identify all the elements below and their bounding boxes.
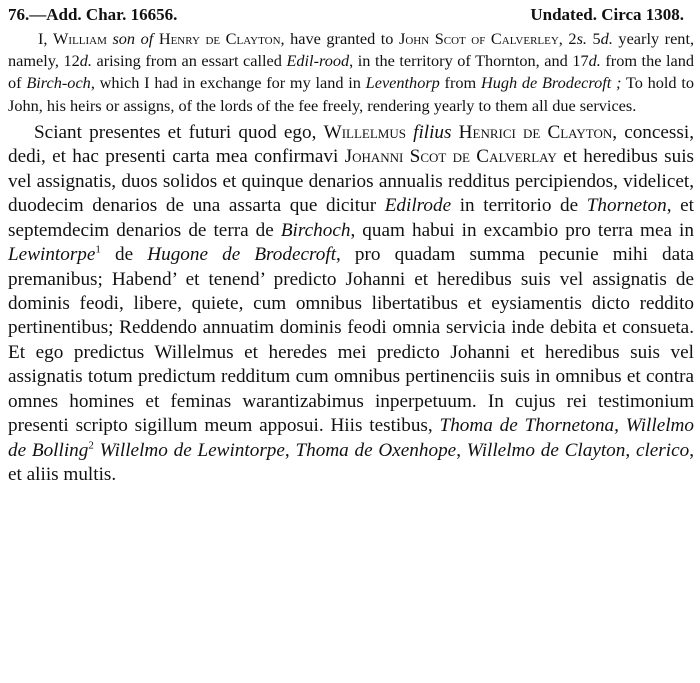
latin-italic: filius	[405, 121, 459, 143]
charter-heading	[8, 4, 694, 26]
summary-italic: son of	[106, 29, 159, 48]
latin-name: Henrici de Clayton	[458, 121, 613, 143]
summary-name: John Scot of Calverley	[398, 29, 559, 48]
footnote-marker: 1	[95, 243, 101, 256]
summary-text: , in the territory of Thornton, and 17	[349, 51, 589, 71]
witness-name: Thoma de Thornetona	[439, 415, 615, 437]
latin-text: ,	[625, 439, 636, 461]
witness-name: Willelmo de Lewintorpe	[99, 439, 285, 461]
witness-name: Willelmo de Bolling	[8, 415, 694, 461]
latin-italic: clerico	[635, 439, 690, 461]
summary-name: Henry de Clayton	[158, 29, 281, 48]
latin-text: Sciant presentes et futuri quod ego,	[34, 121, 324, 143]
summary-text: , 2	[558, 29, 577, 48]
summary-place: Birch-och	[26, 73, 91, 93]
summary-person: Hugh de Brodecroft ;	[480, 73, 622, 93]
latin-place: Birchoch	[280, 219, 351, 241]
summary-text: from	[439, 73, 481, 93]
summary-italic: d.	[600, 29, 613, 48]
summary-text: yearly rent, namely, 12	[8, 29, 695, 71]
footnote-marker: 2	[88, 439, 94, 452]
summary-text: arising from an essart called	[91, 51, 287, 71]
latin-text: , et aliis multis.	[8, 439, 695, 486]
summary-name: William	[53, 29, 107, 48]
latin-text: , pro quadam summa pecunie mihi data premanibus; Habend’ et tenend’ predicto Johanni et heredibus suis vel assignatis de dominis feodi, libere, quiete, cum omnibus libertatibus et eysiamentis dicto reddito pertinentibus; Reddendo annuatim dominis feodi omnia servicia inde debita et consueta. Et ego predictus Willelmus et heredes mei predicto Johanni et heredibus suis vel assignatis totum predictum redditum cum omnibus pertinenciis suis in omnibus et contra omnes homines et feminas warantizabimus inperpetuum. In cujus rei testimonium presenti scripto sigillum meum apposui. Hiis testibus,	[8, 244, 694, 437]
latin-charter-text	[8, 121, 694, 488]
english-summary	[8, 28, 694, 117]
witness-name: Willelmo de Clayton	[466, 439, 626, 461]
latin-text: in territorio de	[451, 195, 587, 217]
latin-text: de	[100, 244, 148, 266]
summary-italic: s.	[576, 29, 587, 48]
summary-text: , which I had in exchange for my land in	[90, 73, 366, 93]
summary-place: Leventhorp	[365, 73, 440, 93]
latin-place: Lewintorpe	[8, 244, 96, 266]
latin-person: Hugone de Brodecroft	[147, 244, 337, 266]
summary-text: , have granted to	[280, 29, 399, 48]
summary-italic: d.	[588, 51, 601, 71]
summary-text: To hold to John, his heirs or assigns, of the lords of the fee freely, rendering yearly to them all due services.	[8, 73, 694, 115]
latin-text: , et septemdecim denarios de terra de	[8, 195, 694, 241]
summary-text: from the land of	[8, 51, 695, 93]
summary-text: 5	[586, 29, 601, 48]
summary-text: I,	[38, 29, 54, 48]
charter-date: Undated. Circa 1308.	[530, 5, 684, 24]
latin-text: ,	[456, 439, 467, 461]
latin-text: ,	[284, 439, 296, 461]
latin-place: Thorneton	[586, 195, 667, 217]
latin-text: et heredibus suis vel assignatis, duos solidos et quinque denarios annualis redditus percipiendos, videlicet, duodecim denarios de una assarta que dicitur	[8, 146, 694, 217]
latin-text: , quam habui in excambio pro terra mea in	[350, 219, 694, 241]
latin-place: Edilrode	[384, 195, 452, 217]
witness-name: Thoma de Oxenhope	[295, 439, 457, 461]
latin-text: , concessi, dedi, et hac presenti carta mea confirmavi	[8, 121, 694, 168]
summary-italic: d.	[79, 51, 92, 71]
charter-number: 76.—Add. Char. 16656.	[8, 5, 178, 24]
latin-name: Willelmus	[323, 121, 406, 143]
summary-place: Edil-rood	[286, 51, 350, 71]
latin-name: Johanni Scot de Calverlay	[344, 146, 557, 168]
latin-text: ,	[614, 415, 626, 437]
